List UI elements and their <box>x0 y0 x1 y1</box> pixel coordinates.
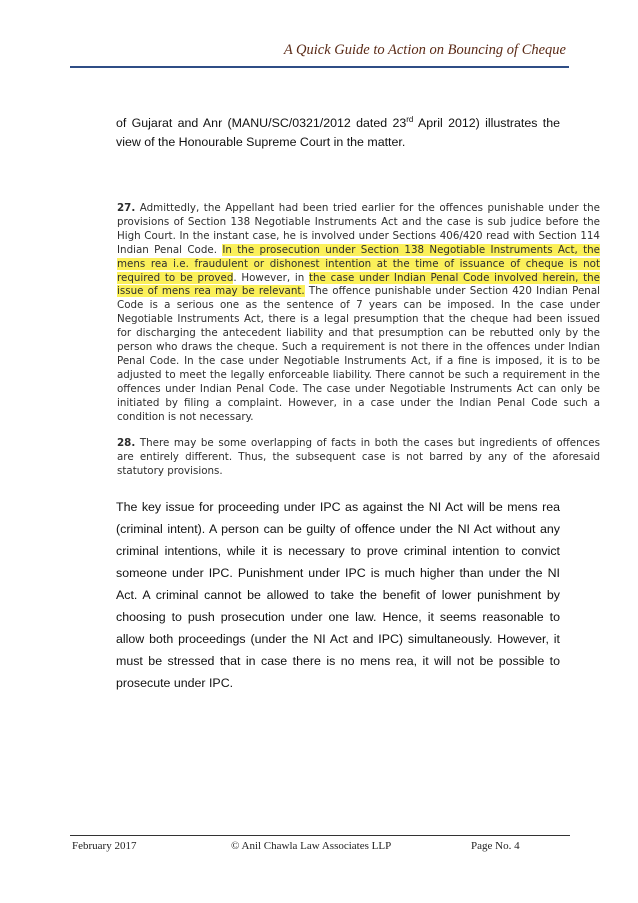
highlighted-text: In the prosecution under Section 138 Negotiable Instruments Act, the mens rea i.e. fraudulent or dishonest intention at the time of issuance of cheque is not required to be proved <box>117 243 600 284</box>
quoted-text: The offence punishable under Section 420 Indian Penal Code is a serious one as the sentence of 7 years can be imposed. In the case under Negotiable Instruments Act, there is a legal presumption that the cheque had been issued for discharging the antecedent liability and that presumption can be rebutted only by the person who draws the cheque. Such a requirement is not there in the offences under Indian Penal Code. In the case under Negotiable Instruments Act, if a fine is imposed, it is to be adjusted to meet the legally enforceable liability. There cannot be such a requirement in the offences under Indian Penal Code. The case under Negotiable Instruments Act can only be initiated by filing a complaint. However, in a case under the Indian Penal Code such a condition is not necessary. <box>117 285 600 423</box>
quoted-text: . However, in <box>233 271 309 284</box>
intro-paragraph <box>116 114 560 152</box>
intro-superscript: rd <box>406 115 414 124</box>
footer-date: February 2017 <box>72 840 137 852</box>
quoted-text: There may be some overlapping of facts in both the cases but ingredients of offences are entirely different. Thus, the subsequent case is not barred by any of the aforesaid statutory provisions. <box>117 437 600 477</box>
quoted-paragraph-number: 28. <box>117 437 136 449</box>
intro-text-part2: April 2012) illustrates the view of the Honourable Supreme Court in the matter. <box>116 116 560 149</box>
footer-copyright: © Anil Chawla Law Associates LLP <box>231 840 392 852</box>
intro-text-part1: of Gujarat and Anr (MANU/SC/0321/2012 dated 23 <box>116 116 407 130</box>
quoted-paragraph-28 <box>117 437 600 479</box>
analysis-paragraph: The key issue for proceeding under IPC as against the NI Act will be mens rea (criminal intent). A person can be guilty of offence under the NI Act without any criminal intentions, while it is necessary to prove criminal intention to convict someone under IPC. Punishment under IPC is much higher than under the NI Act. A criminal cannot be allowed to take the benefit of lower punishment by choosing to push prosecution under one law. Hence, it seems reasonable to allow both proceedings (under the NI Act and IPC) simultaneously. However, it must be stressed that in case there is no mens rea, it will not be possible to prosecute under IPC. <box>116 500 560 690</box>
quoted-text: Admittedly, the Appellant had been tried earlier for the offences punishable under the provisions of Section 138 Negotiable Instruments Act and the case is sub judice before the High Court. In the instant case, he is involved under Sections 406/420 read with Section 114 Indian Penal Code. <box>117 202 600 256</box>
quoted-paragraph-number: 27. <box>117 202 136 214</box>
footer-page-number: Page No. 4 <box>471 840 520 852</box>
highlighted-text: the case under Indian Penal Code involved herein, the issue of mens rea may be relevant. <box>117 271 600 298</box>
footer-divider <box>70 835 570 836</box>
running-header-title: A Quick Guide to Action on Bouncing of Cheque <box>283 42 566 58</box>
header-divider <box>70 66 569 68</box>
quoted-paragraph-27 <box>117 202 600 425</box>
